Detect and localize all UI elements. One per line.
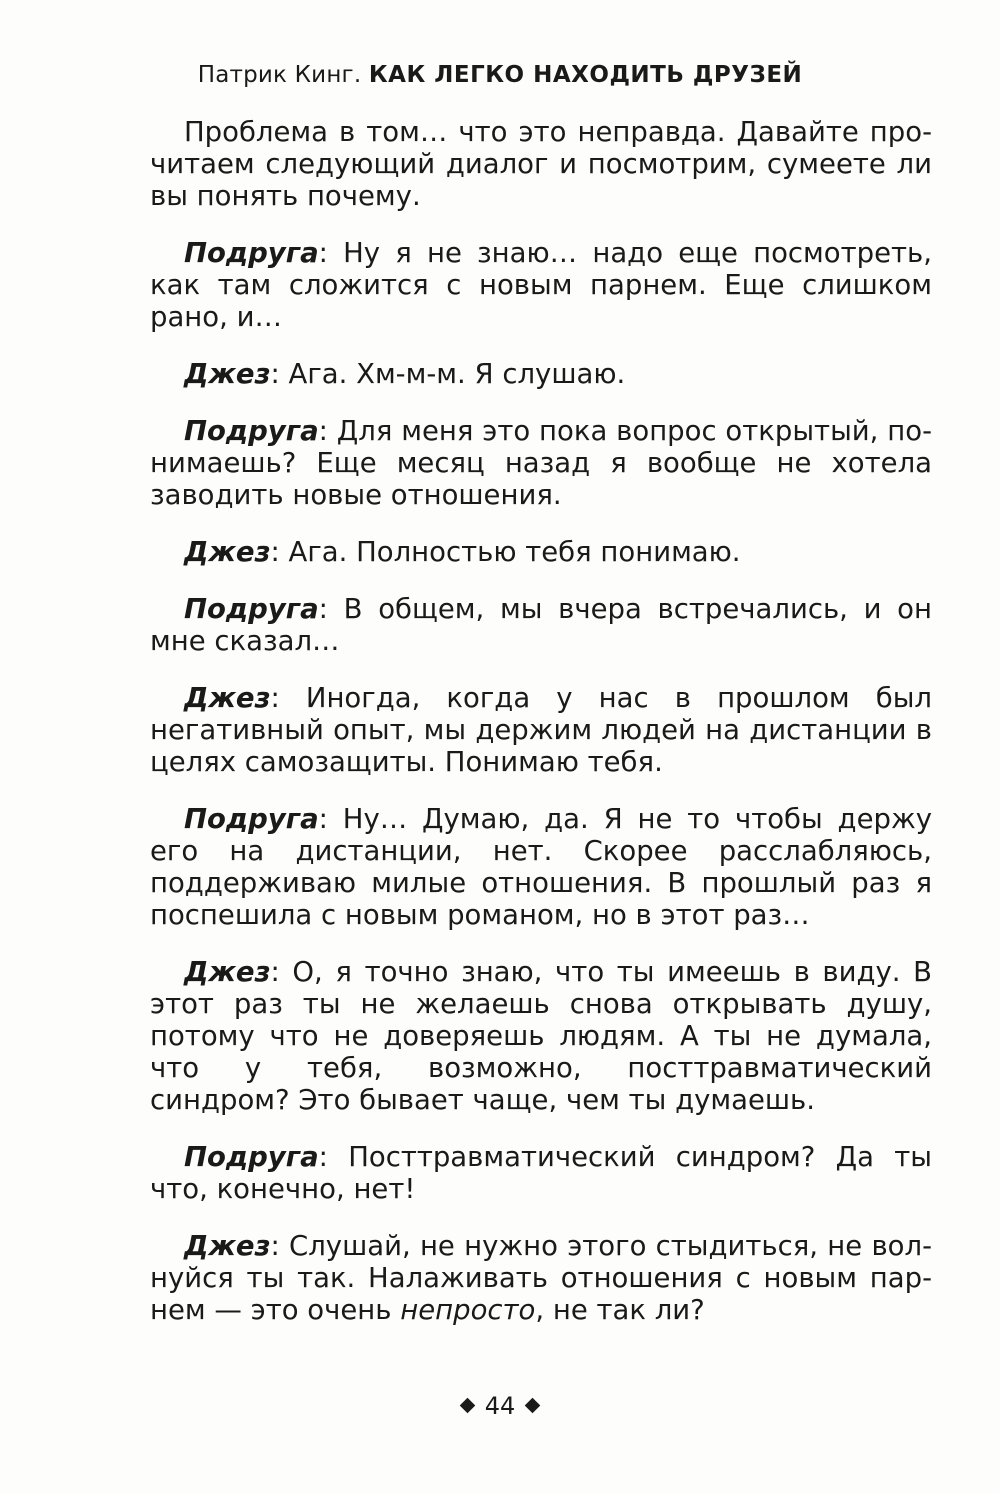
dialogue-text: : Для меня это пока вопрос открытый, понимаешь? Еще месяц назад я вообще не хотела заводить новые отношения. bbox=[150, 415, 932, 511]
speaker-name: Подруга bbox=[184, 237, 319, 269]
dialogue-line bbox=[150, 358, 932, 390]
dialogue-text: : Иногда, когда у нас в прошлом был негативный опыт, мы держим людей на дистанции в целях самозащиты. Понимаю тебя. bbox=[150, 682, 932, 778]
speaker-name: Джез bbox=[184, 1230, 271, 1262]
speaker-name: Подруга bbox=[184, 803, 319, 835]
dialogue-text: : О, я точно знаю, что ты имеешь в виду. В этот раз ты не желаешь снова открывать душу, потому что не доверяешь людям. А ты не думала, что у тебя, возможно, посттравматический синдром? Это бывает чаще, чем ты думаешь. bbox=[150, 956, 932, 1116]
speaker-name: Джез bbox=[184, 536, 271, 568]
dialogue-line bbox=[150, 536, 932, 568]
speaker-name: Джез bbox=[184, 358, 271, 390]
dialogue-emphasis: непросто bbox=[400, 1294, 536, 1326]
paragraph-text: Проблема в том… что это неправда. Давайте прочитаем следующий диалог и посмотрим, сумеете ли вы понять почему. bbox=[150, 116, 932, 212]
diamond-ornament-icon bbox=[459, 1398, 475, 1414]
speaker-name: Подруга bbox=[184, 1141, 319, 1173]
dialogue-line bbox=[150, 803, 932, 931]
body-text bbox=[150, 116, 932, 1351]
dialogue-line bbox=[150, 1141, 932, 1205]
dialogue-line bbox=[150, 237, 932, 333]
header-author: Патрик Кинг. bbox=[197, 62, 362, 88]
dialogue-line bbox=[150, 415, 932, 511]
speaker-name: Джез bbox=[184, 956, 271, 988]
dialogue-line bbox=[150, 593, 932, 657]
running-header bbox=[0, 62, 1000, 88]
diamond-ornament-icon bbox=[525, 1398, 541, 1414]
dialogue-text: : В общем, мы вчера встречались, и он мне сказал… bbox=[150, 593, 932, 657]
page-number: 44 bbox=[484, 1392, 516, 1420]
dialogue-line bbox=[150, 682, 932, 778]
dialogue-line bbox=[150, 956, 932, 1116]
dialogue-text: : Ну… Думаю, да. Я не то чтобы держу его на дистанции, нет. Скорее расслабляюсь, поддерживаю милые отношения. В прошлый раз я поспешила с новым романом, но в этот раз… bbox=[150, 803, 932, 931]
speaker-name: Джез bbox=[184, 682, 271, 714]
dialogue-text: : Слушай, не нужно этого стыдиться, не волнуйся ты так. Налаживать отношения с новым парнем — это очень bbox=[150, 1230, 932, 1326]
dialogue-line bbox=[150, 1230, 932, 1326]
speaker-name: Подруга bbox=[184, 415, 319, 447]
page-footer bbox=[0, 1392, 1000, 1420]
dialogue-text: : Ага. Хм-м-м. Я слушаю. bbox=[270, 358, 626, 390]
header-book-title: КАК ЛЕГКО НАХОДИТЬ ДРУЗЕЙ bbox=[368, 62, 803, 88]
dialogue-text: : Посттравматический синдром? Да ты что, конечно, нет! bbox=[150, 1141, 932, 1205]
paragraph-intro bbox=[150, 116, 932, 212]
speaker-name: Подруга bbox=[184, 593, 319, 625]
dialogue-text-end: , не так ли? bbox=[535, 1294, 705, 1326]
dialogue-text: : Ага. Полностью тебя понимаю. bbox=[270, 536, 741, 568]
dialogue-text: : Ну я не знаю… надо еще посмотреть, как там сложится с новым парнем. Еще слишком рано, и… bbox=[150, 237, 932, 333]
